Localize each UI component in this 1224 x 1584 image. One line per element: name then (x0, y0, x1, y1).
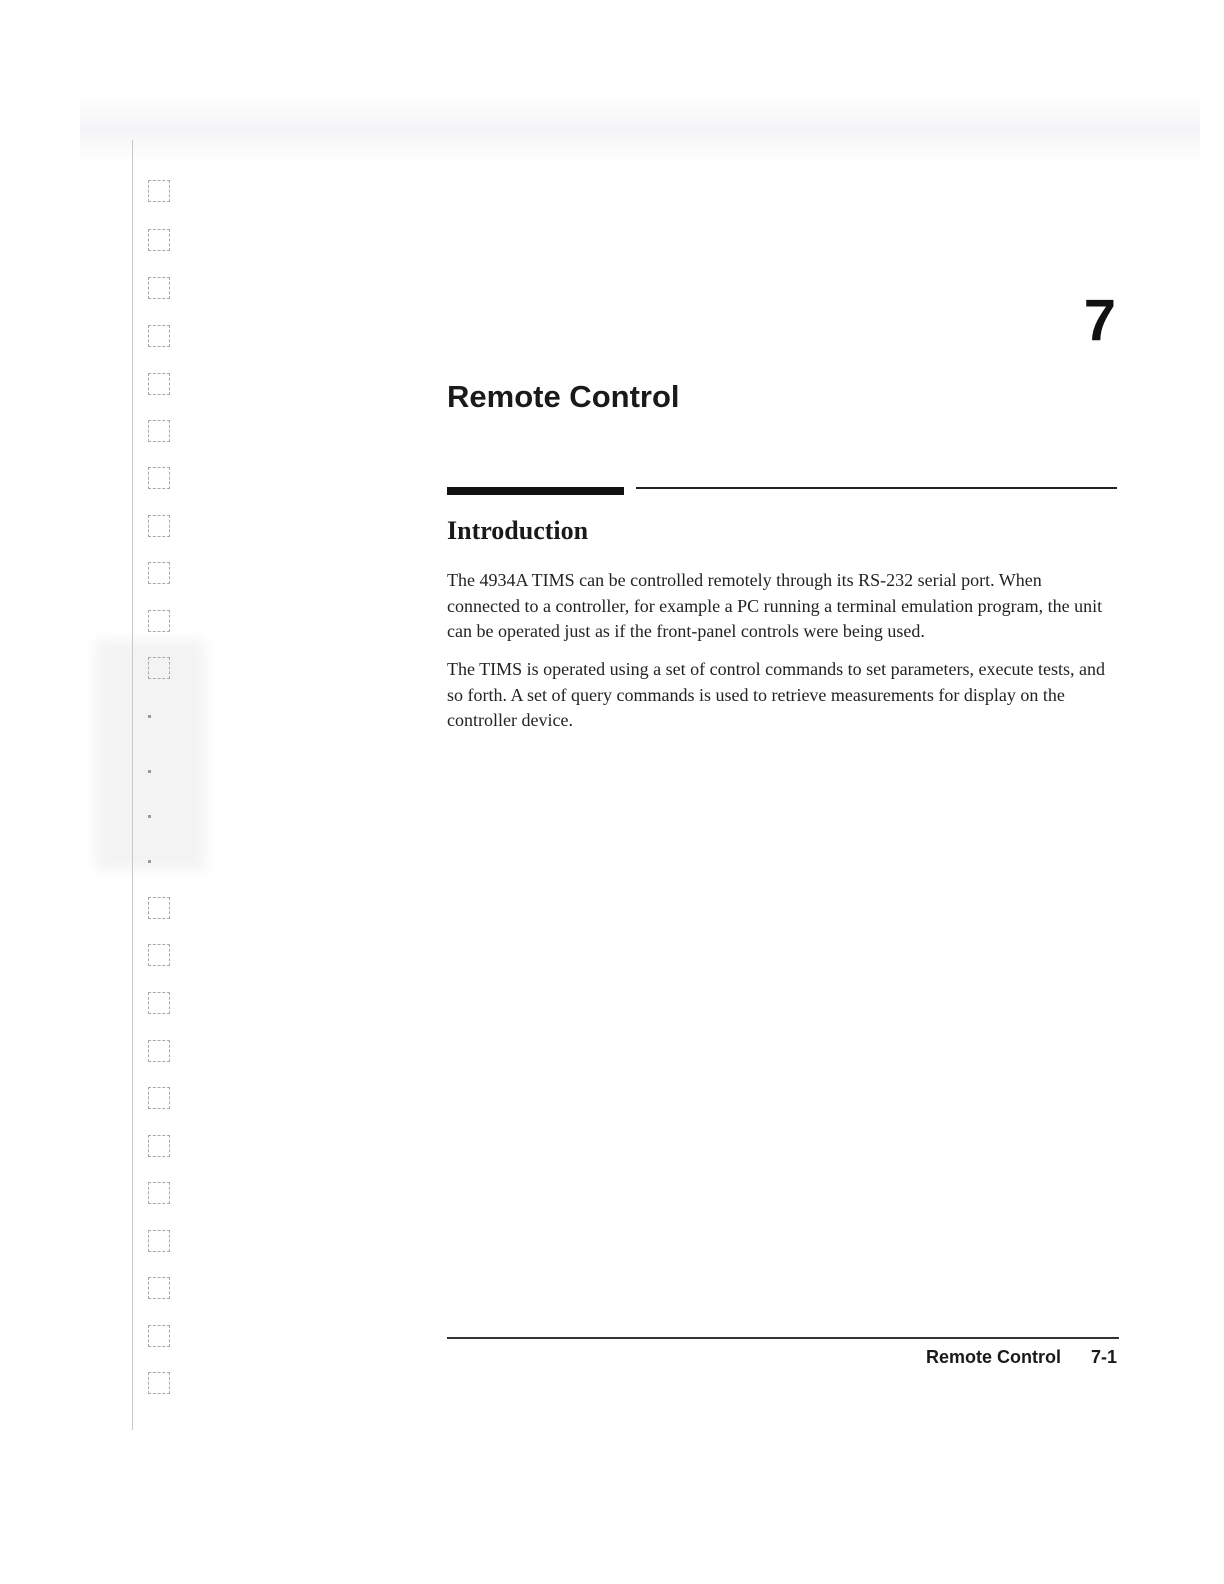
binding-hole (148, 1372, 170, 1394)
section-rule-thick (447, 487, 624, 495)
binding-hole (148, 373, 170, 395)
binding-hole (148, 1230, 170, 1252)
binding-hole (148, 1325, 170, 1347)
binding-edge-line (132, 140, 133, 1430)
binding-hole (148, 897, 170, 919)
binding-hole (148, 657, 170, 679)
binding-hole (148, 180, 170, 202)
binding-hole (148, 325, 170, 347)
binding-hole (148, 1277, 170, 1299)
page-footer (926, 1346, 1117, 1369)
section-rule-thin (636, 487, 1117, 489)
binding-hole (148, 992, 170, 1014)
chapter-title: Remote Control (447, 379, 680, 414)
binding-hole (148, 562, 170, 584)
footer-page-number: 7-1 (1090, 1347, 1117, 1367)
binding-hole (148, 1087, 170, 1109)
binding-hole (148, 610, 170, 632)
footer-rule (447, 1337, 1119, 1339)
binding-hole (148, 944, 170, 966)
binding-mark (148, 715, 151, 718)
footer-section-label: Remote Control (925, 1347, 1061, 1367)
body-paragraph: The TIMS is operated using a set of control commands to set parameters, execute tests, and so forth. A set of query commands is used to retrieve measurements for display on the controller device. (447, 659, 1105, 730)
binding-hole (148, 277, 170, 299)
binding-mark (148, 860, 151, 863)
binding-hole (148, 467, 170, 489)
binding-hole (148, 1040, 170, 1062)
scan-artifact (80, 95, 1200, 165)
binding-mark (148, 815, 151, 818)
binding-hole (148, 229, 170, 251)
binding-hole (148, 1182, 170, 1204)
chapter-number: 7 (1083, 288, 1116, 353)
binding-hole (148, 420, 170, 442)
binding-hole (148, 1135, 170, 1157)
body-paragraph: The 4934A TIMS can be controlled remotely through its RS-232 serial port. When connected to a controller, for example a PC running a terminal emulation program, the unit can be operated just as if the front-panel controls were being used. (447, 570, 1103, 641)
section-heading: Introduction (447, 516, 589, 545)
binding-hole (148, 515, 170, 537)
binding-mark (148, 770, 151, 773)
